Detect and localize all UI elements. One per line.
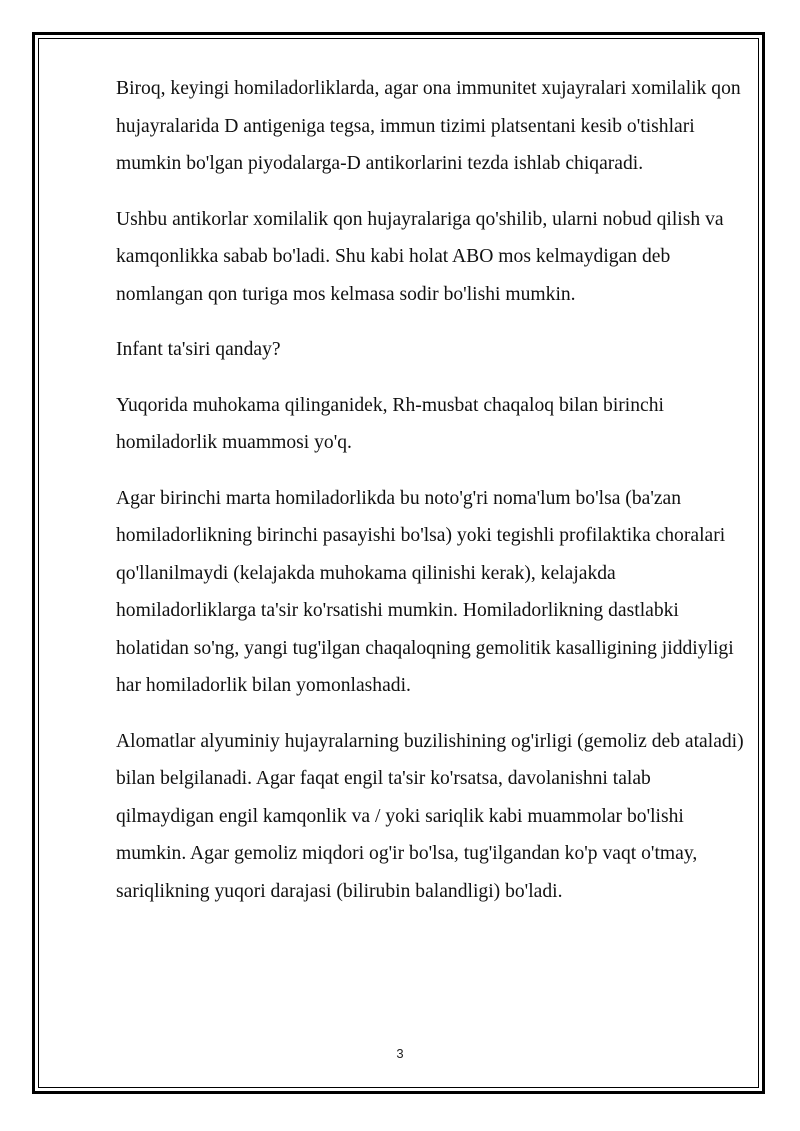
paragraph-4: Agar birinchi marta homiladorlikda bu noto'g'ri noma'lum bo'lsa (ba'zan homiladorlikning birinchi pasayishi bo'lsa) yoki tegishli profilaktika choralari qo'llanilmaydi (kelajakda muhokama qilinishi kerak), kelajakda homiladorliklarga ta'sir ko'rsatishi mumkin. Homiladorlikning dastlabki holatidan so'ng, yangi tug'ilgan chaqaloqning gemolitik kasalligining jiddiyligi har homiladorlik bilan yomonlashadi. — [116, 487, 734, 696]
paragraph-5: Alomatlar alyuminiy hujayralarning buzilishining og'irligi (gemoliz deb ataladi) bilan belgilanadi. Agar faqat engil ta'sir ko'rsatsa, davolanishni talab qilmaydigan engil kamqonlik va / yoki sariqlik kabi muammolar bo'lishi mumkin. Agar gemoliz miqdori og'ir bo'lsa, tug'ilgandan ko'p vaqt o'tmay, sariqlikning yuqori darajasi (bilirubin balandligi) bo'ladi. — [116, 730, 744, 902]
page-number: 3 — [396, 1046, 404, 1061]
paragraph-1: Biroq, keyingi homiladorliklarda, agar ona immunitet xujayralari xomilalik qon hujayralarida D antigeniga tegsa, immun tizimi platsentani kesib o'tishlari mumkin bo'lgan piyodalarga-D antikorlarini tezda ishlab chiqaradi. — [116, 78, 741, 174]
paragraph-2: Ushbu antikorlar xomilalik qon hujayralariga qo'shilib, ularni nobud qilish va kamqonlikka sabab bo'ladi. Shu kabi holat ABO mos kelmaydigan deb nomlangan qon turiga mos kelmasa sodir bo'lishi mumkin. — [116, 208, 724, 305]
section-question: Infant ta'siri qanday? — [116, 339, 281, 360]
paragraph-3: Yuqorida muhokama qilinganidek, Rh-musbat chaqaloq bilan birinchi homiladorlik muammosi yo'q. — [116, 394, 664, 453]
page-body — [116, 70, 746, 928]
